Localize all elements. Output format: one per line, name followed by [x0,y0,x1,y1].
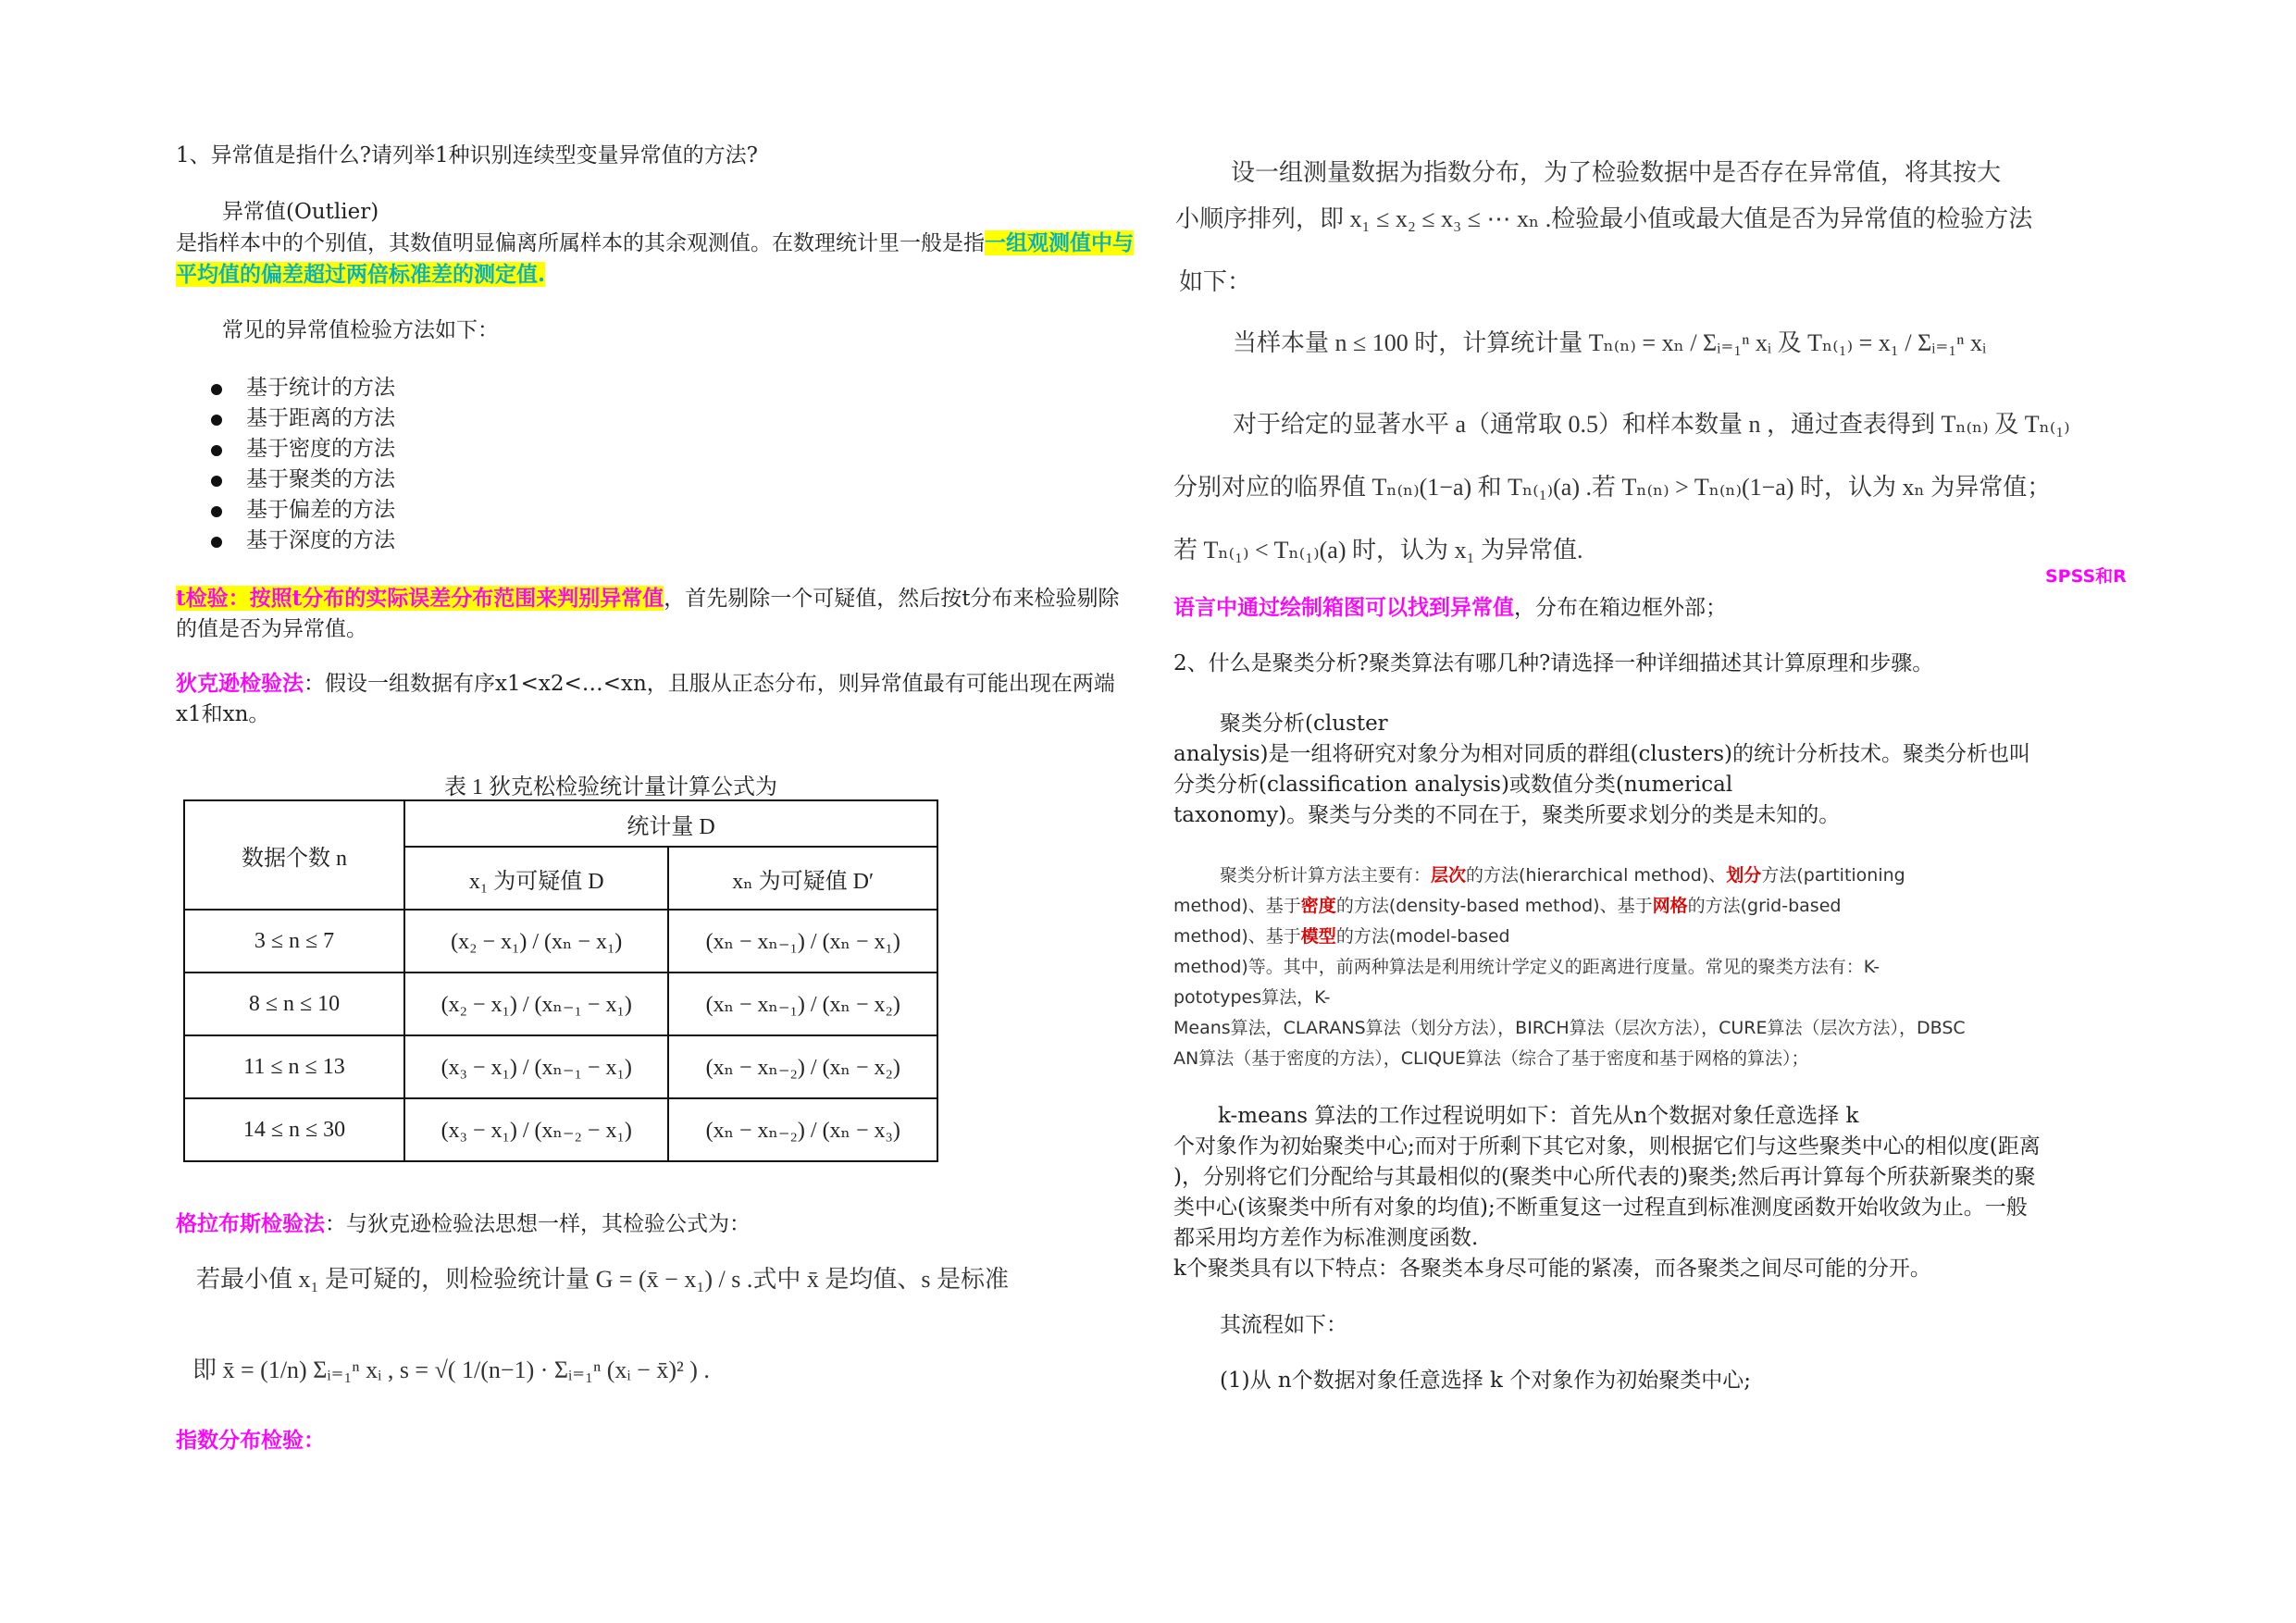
spss-note: SPSS和R [2045,566,2127,587]
bullet-icon [211,476,222,487]
grubbs-label: 格拉布斯检验法 [176,1211,325,1236]
exp-line-1: 设一组测量数据为指数分布，为了检验数据中是否存在异常值，将其按大 [1231,159,2002,186]
table-header-stat: 统计量 D [404,800,937,847]
table-header-xn: xₙ 为可疑值 D′ [668,847,937,910]
dixon-text: ：假设一组数据有序x1<x2<…<xn，且服从正态分布，则异常值最有可能出现在两端x1和xn。 [176,672,1115,726]
exp-line-3: 如下： [1179,268,1252,295]
cluster-def-4: taxonomy)。聚类与分类的不同在于，聚类所要求划分的类是未知的。 [1173,803,1841,827]
flow-step-1: (1)从 n个数据对象任意选择 k 个对象作为初始聚类中心; [1220,1369,1752,1393]
cluster-def-2: analysis)是一组将研究对象分为相对同质的群组(clusters)的统计分析技术。聚类分析也叫 [1173,742,2030,766]
exponential-label: 指数分布检验： [176,1428,325,1453]
list-item: 基于密度的方法 [176,434,395,465]
bullet-icon [211,384,222,395]
methods-list [176,373,395,556]
grubbs-formula-1: 若最小值 x₁ 是可疑的，则检验统计量 G = (x̄ − x₁) / s .式中 x̄ 是均值、s 是标准 [196,1266,1010,1293]
table-header-n: 数据个数 n [184,800,404,910]
list-item: 基于距离的方法 [176,403,395,434]
kmeans-2: 个对象作为初始聚类中心;而对于所剩下其它对象，则根据它们与这些聚类中心的相似度(距离 [1173,1134,2041,1158]
grubbs-text: ：与狄克逊检验法思想一样，其检验公式为： [325,1212,751,1236]
question-2: 2、什么是聚类分析?聚类算法有哪几种?请选择一种详细描述其计算原理和步骤。 [1173,651,1934,675]
exp-line-5: 对于给定的显著水平 a（通常取 0.5）和样本数量 n ，通过查表得到 Tₙ₍ₙ₎ 及 Tₙ₍₁₎ [1233,411,2070,438]
exp-line-4: 当样本量 n ≤ 100 时，计算统计量 Tₙ₍ₙ₎ = xₙ / Σᵢ₌₁ⁿ xᵢ 及 Tₙ₍₁₎ = x₁ / Σᵢ₌₁ⁿ xᵢ [1233,329,1987,356]
kmeans-4: 类中心(该聚类中所有对象的均值);不断重复这一过程直到标准测度函数开始收敛为止。一般 [1173,1196,2028,1220]
grubbs-formula-2: 即 x̄ = (1/n) Σᵢ₌₁ⁿ xᵢ , s = √( 1/(n−1) · Σᵢ₌₁ⁿ (xᵢ − x̄)² ) . [192,1357,710,1383]
exp-line-7: 若 Tₙ₍₁₎ < Tₙ₍₁₎(a) 时，认为 x₁ 为异常值. [1173,537,1583,564]
question-1: 1、异常值是指什么?请列举1种识别连续型变量异常值的方法? [176,143,758,167]
list-item: 基于偏差的方法 [176,495,395,526]
list-item: 基于聚类的方法 [176,465,395,495]
list-item: 基于统计的方法 [176,373,395,403]
table-row: 8 ≤ n ≤ 10 (x₂ − x₁) / (xₙ₋₁ − x₁) (xₙ − xₙ₋₁) / (xₙ − x₂) [184,973,937,1035]
cluster-def-3: 分类分析(classification analysis)或数值分类(numerical [1173,773,1733,797]
dixon-table [183,799,938,1162]
outlier-term: 异常值(Outlier) [222,200,379,224]
table-header-x1: x₁ 为可疑值 D [404,847,668,910]
bullet-icon [211,415,222,426]
table-row: 14 ≤ n ≤ 30 (x₃ − x₁) / (xₙ₋₂ − x₁) (xₙ − xₙ₋₂) / (xₙ − x₃) [184,1098,937,1161]
exp-line-6: 分别对应的临界值 Tₙ₍ₙ₎(1−a) 和 Tₙ₍₁₎(a) .若 Tₙ₍ₙ₎ > Tₙ₍ₙ₎(1−a) 时，认为 xₙ 为异常值； [1173,474,2052,501]
kmeans-5: 都采用均方差作为标准测度函数. [1173,1226,1479,1250]
kmeans-6: k个聚类具有以下特点：各聚类本身尽可能的紧凑，而各聚类之间尽可能的分开。 [1173,1257,1931,1281]
flow-intro: 其流程如下： [1220,1313,1347,1337]
dixon-paragraph [176,668,1138,730]
methods-intro: 常见的异常值检验方法如下： [222,318,499,342]
table-row: 11 ≤ n ≤ 13 (x₃ − x₁) / (xₙ₋₁ − x₁) (xₙ − xₙ₋₂) / (xₙ − x₂) [184,1035,937,1098]
t-test-text: ，首先剔除一个可疑值，然后按t分布来检验剔除的值是否为异常值。 [176,587,1120,641]
boxplot-highlight: 语言中通过绘制箱图可以找到异常值 [1173,595,1514,620]
grubbs-paragraph [176,1208,751,1240]
boxplot-text: ，分布在箱边框外部； [1514,596,1727,620]
definition-text: 是指样本中的个别值，其数值明显偏离所属样本的其余观测值。在数理统计里一般是指 [176,231,985,255]
bullet-icon [211,445,222,456]
list-item: 基于深度的方法 [176,526,395,556]
bullet-icon [211,506,222,517]
t-test-highlight: t检验：按照t分布的实际误差分布范围来判别异常值 [176,586,664,611]
t-test-paragraph [176,583,1138,645]
bullet-icon [211,537,222,548]
dixon-table-caption: 表 1 狄克松检验统计量计算公式为 [444,775,777,799]
kmeans-3: )，分别将它们分配给与其最相似的(聚类中心所代表的)聚类;然后再计算每个所获新聚类的聚 [1173,1165,2036,1189]
dixon-label: 狄克逊检验法 [176,671,304,696]
outlier-definition [176,228,1138,291]
kmeans-1: k-means 算法的工作过程说明如下：首先从n个数据对象任意选择 k [1218,1104,1859,1128]
cluster-def-1: 聚类分析(cluster [1220,712,1388,736]
exp-line-2: 小顺序排列，即 x₁ ≤ x₂ ≤ x₃ ≤ ⋯ xₙ .检验最小值或最大值是否为异常值的检验方法 [1175,205,2033,232]
boxplot-paragraph [1173,592,1727,624]
definition-highlight: 一组观测值中与平均值的偏差超过两倍标准差的测定值. [176,230,1134,287]
table-row: 3 ≤ n ≤ 7 (x₂ − x₁) / (xₙ − x₁) (xₙ − xₙ₋₁) / (xₙ − x₁) [184,910,937,973]
cluster-methods: 聚类分析计算方法主要有：层次的方法(hierarchical method)、划分方法(partitioning method)、基于密度的方法(density-based method)、基于网格的方法(grid-based method)、基于模型的方法(model-based method)等。其中，前两种算法是利用统计学定义的距离进行度量。常见的聚类方法有：K- pototypes算法，K- Means算法，CLARANS算法（划分方法），BIRCH算法（层次方法），CURE算法（层次方法），DBSC AN算法（基于密度的方法），CLIQUE算法（综合了基于密度和基于网格的算法）； [1173,865,1966,1069]
